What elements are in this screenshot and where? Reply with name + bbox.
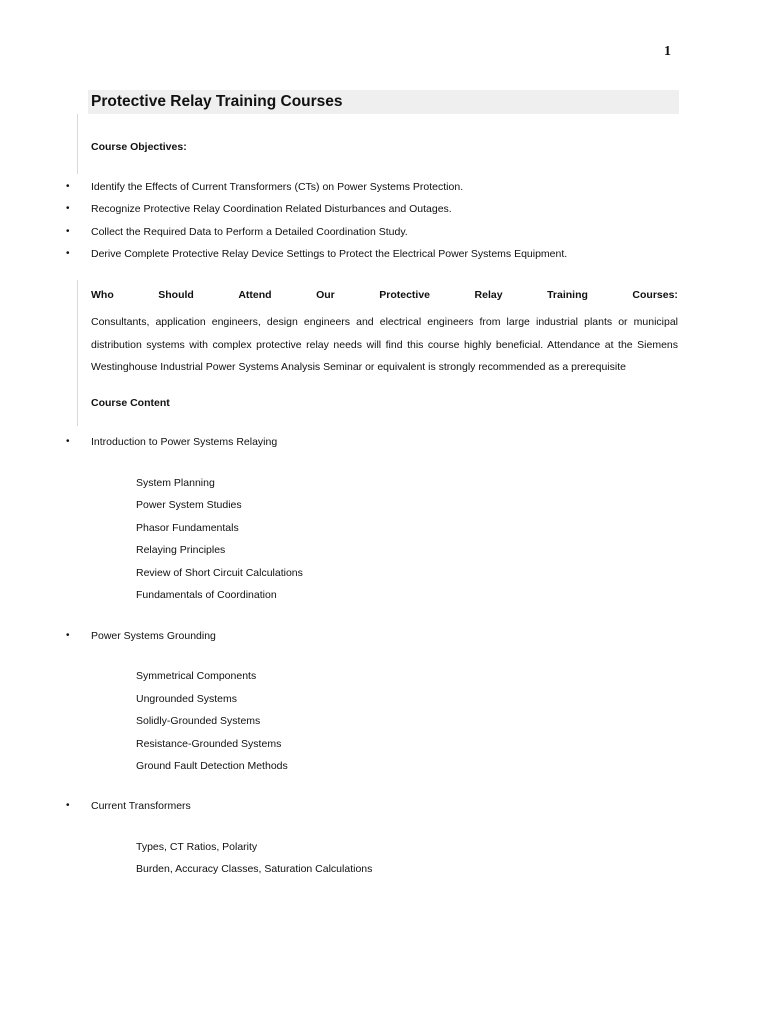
heading-word: Who [91,289,114,301]
objective-text: Collect the Required Data to Perform a Detailed Coordination Study. [91,226,408,238]
bullet-icon: • [66,181,70,192]
page-title: Protective Relay Training Courses [91,93,343,110]
bullet-icon: • [66,436,70,447]
bullet-icon: • [66,226,70,237]
objective-text: Identify the Effects of Current Transformers (CTs) on Power Systems Protection. [91,181,464,193]
course-content-heading: Course Content [91,397,170,409]
heading-word: Courses: [632,289,678,301]
objective-text: Derive Complete Protective Relay Device Settings to Protect the Electrical Power Systems Equipment. [91,248,568,260]
sub-item: Ungrounded Systems [136,693,237,705]
sub-item: Phasor Fundamentals [136,522,239,534]
heading-word: Should [158,289,194,301]
bullet-icon: • [66,248,70,259]
sub-item: Relaying Principles [136,544,226,556]
heading-word: Our [316,289,335,301]
section-title: Introduction to Power Systems Relaying [91,436,278,448]
section-title: Current Transformers [91,800,191,812]
heading-word: Protective [379,289,431,301]
heading-word: Relay [474,289,503,301]
sub-item: Types, CT Ratios, Polarity [136,841,258,853]
who-should-attend-paragraph: Consultants, application engineers, design engineers and electrical engineers from large industrial plants or municipal distribution systems with complex protective relay needs will find this course highly beneficial. Attendance at the Siemens Westinghouse Industrial Power Systems Analysis Seminar or equivalent is strongly recommended as a prerequisite [91,316,678,373]
section-title: Power Systems Grounding [91,630,216,642]
objectives-heading: Course Objectives: [91,141,187,153]
sub-item: Symmetrical Components [136,670,257,682]
bullet-icon: • [66,630,70,641]
sub-item: Burden, Accuracy Classes, Saturation Calculations [136,863,373,875]
sub-item: Power System Studies [136,499,242,511]
sub-item: Ground Fault Detection Methods [136,760,288,772]
left-rule-2 [77,280,78,426]
heading-word: Attend [238,289,272,301]
bullet-icon: • [66,800,70,811]
who-should-attend-heading [91,289,678,301]
left-rule-1 [77,114,78,174]
sub-item: Resistance-Grounded Systems [136,738,282,750]
sub-item: Review of Short Circuit Calculations [136,567,303,579]
page-number: 1 [664,44,671,59]
sub-item: Fundamentals of Coordination [136,589,277,601]
sub-item: Solidly-Grounded Systems [136,715,261,727]
bullet-icon: • [66,203,70,214]
objective-text: Recognize Protective Relay Coordination Related Disturbances and Outages. [91,203,452,215]
heading-word: Training [547,289,588,301]
sub-item: System Planning [136,477,215,489]
